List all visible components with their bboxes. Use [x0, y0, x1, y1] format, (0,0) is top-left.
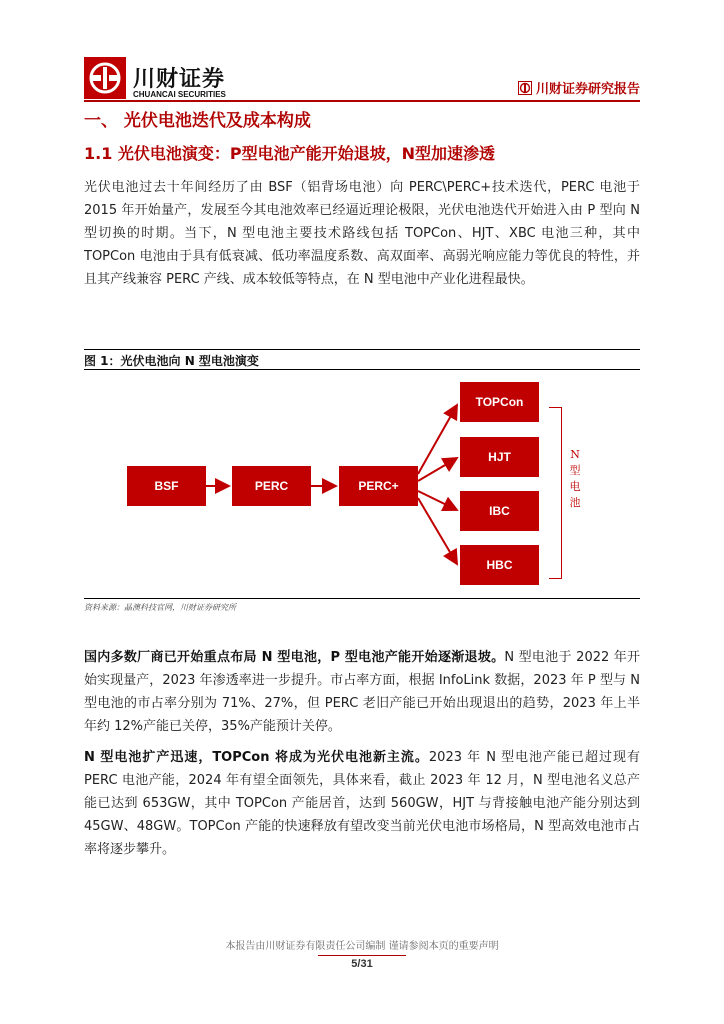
paragraph-body: 2023 年 N 型电池产能已超过现有 PERC 电池产能，2024 年有望全面领先，具体来看，截止 2023 年 12 月，N 型电池名义总产能已达到 653GW，其中 TOPCon 产能居首，达到 560GW，HJT 与背接触电池产能分别达到 45GW、48GW。TOPCon 产能的快速释放有望改变当前光伏电池市场格局，N 型高效电池市占率将逐步攀升。: [84, 750, 640, 857]
report-label-text: 川财证券研究报告: [535, 82, 640, 97]
figure-source: 资料来源：晶澳科技官网，川财证券研究所: [84, 603, 236, 612]
flow-box-topcon: TOPCon: [460, 382, 539, 422]
n-type-bracket: [549, 407, 562, 579]
paragraph-body: N 型电池于 2022 年开始实现量产，2023 年渗透率进一步提升。市占率方面，根据 InfoLink 数据，2023 年 P 型与 N 型电池的市占率分别为 71%、27%，但 PERC 老旧产能已开始出现退出的趋势，2023 年上半年约 12%产能已关停，35%产能预计关停。: [84, 650, 640, 734]
intro-paragraph: 光伏电池过去十年间经历了由 BSF（铝背场电池）向 PERC\PERC+技术迭代，PERC 电池于 2015 年开始量产，发展至今其电池效率已经逼近理论极限，光伏电池迭代开始进入由 P 型向 N 型切换的时期。当下，N 型电池主要技术路线包括 TOPCon、HJT、XBC 电池三种，其中 TOPCon 电池由于具有低衰减、低功率温度系数、高双面率、高弱光响应能力等优良的特性，并且其产线兼容 PERC 产线、成本较低等特点，在 N 型电池中产业化进程最快。: [84, 180, 640, 287]
flow-box-perc: PERC: [232, 466, 311, 506]
arrow-to-topcon: [418, 405, 457, 474]
company-name-en: CHUANCAI SECURITIES: [133, 90, 226, 99]
flow-box-hbc: HBC: [460, 545, 539, 585]
figure-bottom-rule: [84, 598, 640, 599]
flow-box-perc-plus: PERC+: [339, 466, 418, 506]
paragraph-lead: N 型电池扩产迅速，TOPCon 将成为光伏电池新主流。: [84, 750, 429, 765]
section-title: 一、 光伏电池迭代及成本构成: [84, 111, 311, 131]
footer-disclaimer: 本报告由川财证券有限责任公司编制 谨请参阅本页的重要声明: [225, 941, 499, 952]
footer-divider: [318, 955, 406, 956]
flow-box-bsf: BSF: [127, 466, 206, 506]
paragraph-p-type-decline: [84, 646, 640, 738]
company-name: 川财证券: [133, 67, 226, 92]
figure-caption: 图 1：光伏电池向 N 型电池演变: [84, 354, 259, 368]
arrow-to-hjt: [418, 458, 457, 481]
sub-title: 1.1 光伏电池演变：P型电池产能开始退坡，N型加速渗透: [84, 144, 496, 163]
paragraph-lead: 国内多数厂商已开始重点布局 N 型电池，P 型电池产能开始逐渐退坡。: [84, 650, 505, 665]
paragraph-n-type-expansion: [84, 746, 640, 861]
n-type-label: N型电池: [569, 448, 581, 509]
page-number: 5/31: [351, 958, 373, 970]
flow-box-hjt: HJT: [460, 437, 539, 477]
flow-box-ibc: IBC: [460, 491, 539, 531]
